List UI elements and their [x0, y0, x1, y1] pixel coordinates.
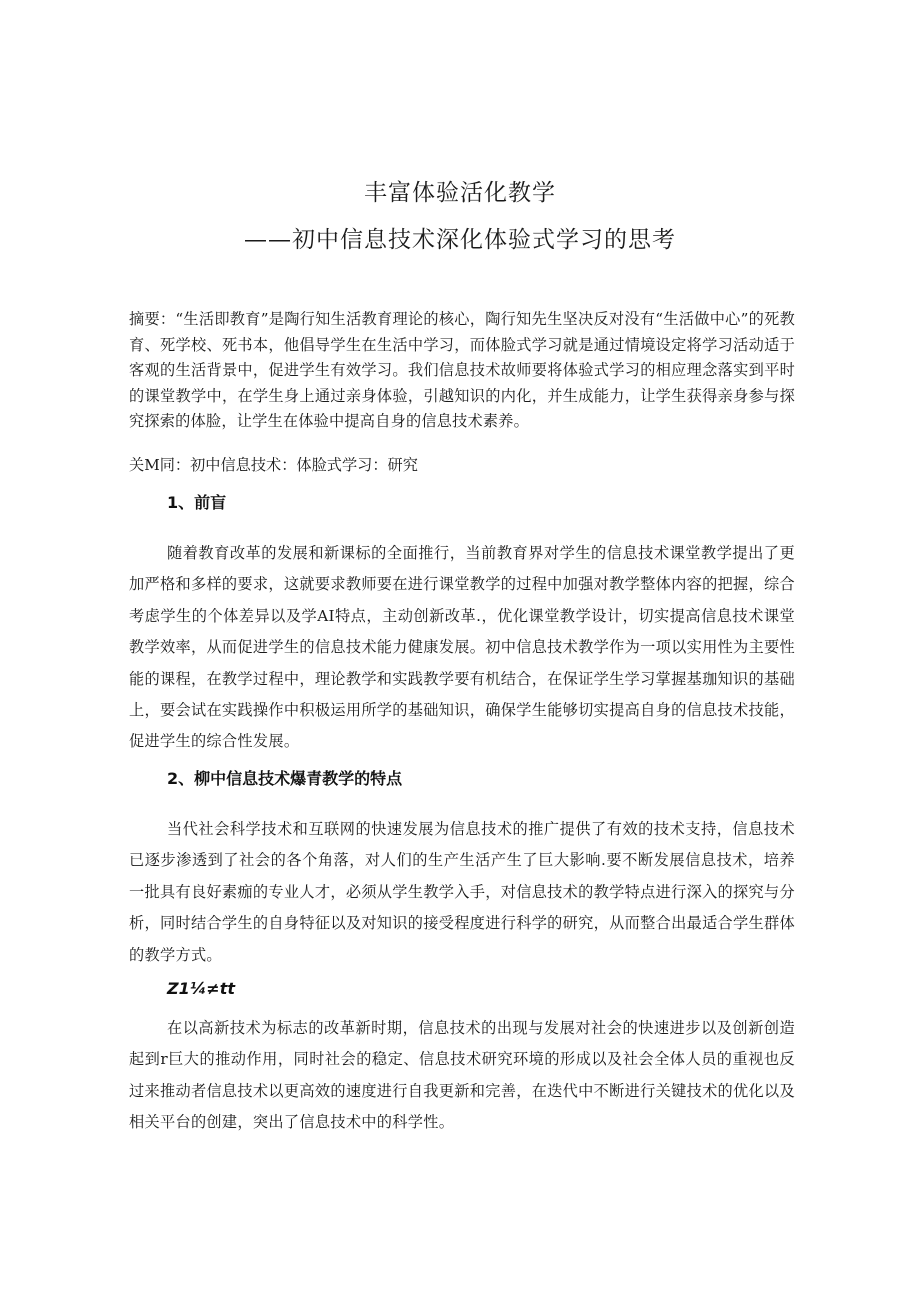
section-paragraph-introduction: 随着教育改革的发展和新课标的全面推行，当前教育界对学生的信息技术课堂教学提出了更加严格和多样的要求，这就要求教师要在进行课堂教学的过程中加强对教学整体内容的把握，综合考虑学生的个体差异以及学AI特点，主动创新改革.，优化课堂教学设计，切实提高信息技术课堂教学效率，从而促进学生的信息技术能力健康发展。初中信息技术教学作为一项以实用性为主要性能的课程，在教学过程中，理论教学和实践教学要有机结合，在保证学生学习掌握基珈知识的基础上，要会试在实践操作中积极运用所学的基础知识，确保学生能够切实提高自身的信息技术技能，促进学生的综合性发展。: [129, 544, 795, 751]
keywords-line: 关M同：初中信息技术：体脸式学习：研究: [129, 456, 418, 474]
subsection-heading: Z1¼≠tt: [167, 979, 235, 998]
document-title: 丰富体验活化教学: [364, 180, 556, 206]
section-heading-introduction: 1、前盲: [167, 493, 227, 512]
section-paragraph-teaching-features: 当代社会科学技术和互联网的快速发展为信息技术的推广提供了有效的技术支持，信息技术已逐步渗透到了社会的各个角落，对人们的生产生活产生了巨大影响.要不断发展信息技术，培养一批具有良好素痂的专业人才，必须从学生教学入手，对信息技术的教学特点进行深入的探究与分析，同时结合学生的自身特征以及对知识的接受程度进行科学的研究，从而整合出最适合学生群体的教学方式。: [129, 820, 795, 964]
section-heading-teaching-features: 2、柳中信息技术爆青教学的特点: [167, 769, 403, 788]
document-subtitle: ——初中信息技术深化体验式学习的思考: [244, 227, 676, 253]
subsection-paragraph: 在以高新技术为标志的改革新时期，信息技术的出现与发展对社会的快速进步以及创新创造起到r巨大的推动作用，同时社会的稳定、信息技术研究环境的形成以及社会全体人员的重视也反过来推动者信息技术以更高效的速度进行自我更新和完善，在迭代中不断进行关键技术的优化以及相关平台的创建，突出了信息技术中的科学性。: [129, 1019, 795, 1132]
abstract-paragraph: 摘要：“生活即教育”是陶行知生活教育理论的核心，陶行知先生坚决反对没有“生活做中心”的死教育、死学校、死书本，他倡导学生在生活中学习，而体脸式学习就是通过情境设定将学习活动适于客观的生活背景中，促进学生有效学习。我们信息技术故师要将体验式学习的相应理念落实到平时的课堂教学中，在学生身上通过亲身体验，引越知识的内化，并生成能力，让学生获得亲身参与探究探索的体脸，让学生在体验中提高自身的信息技术素养。: [129, 310, 795, 430]
